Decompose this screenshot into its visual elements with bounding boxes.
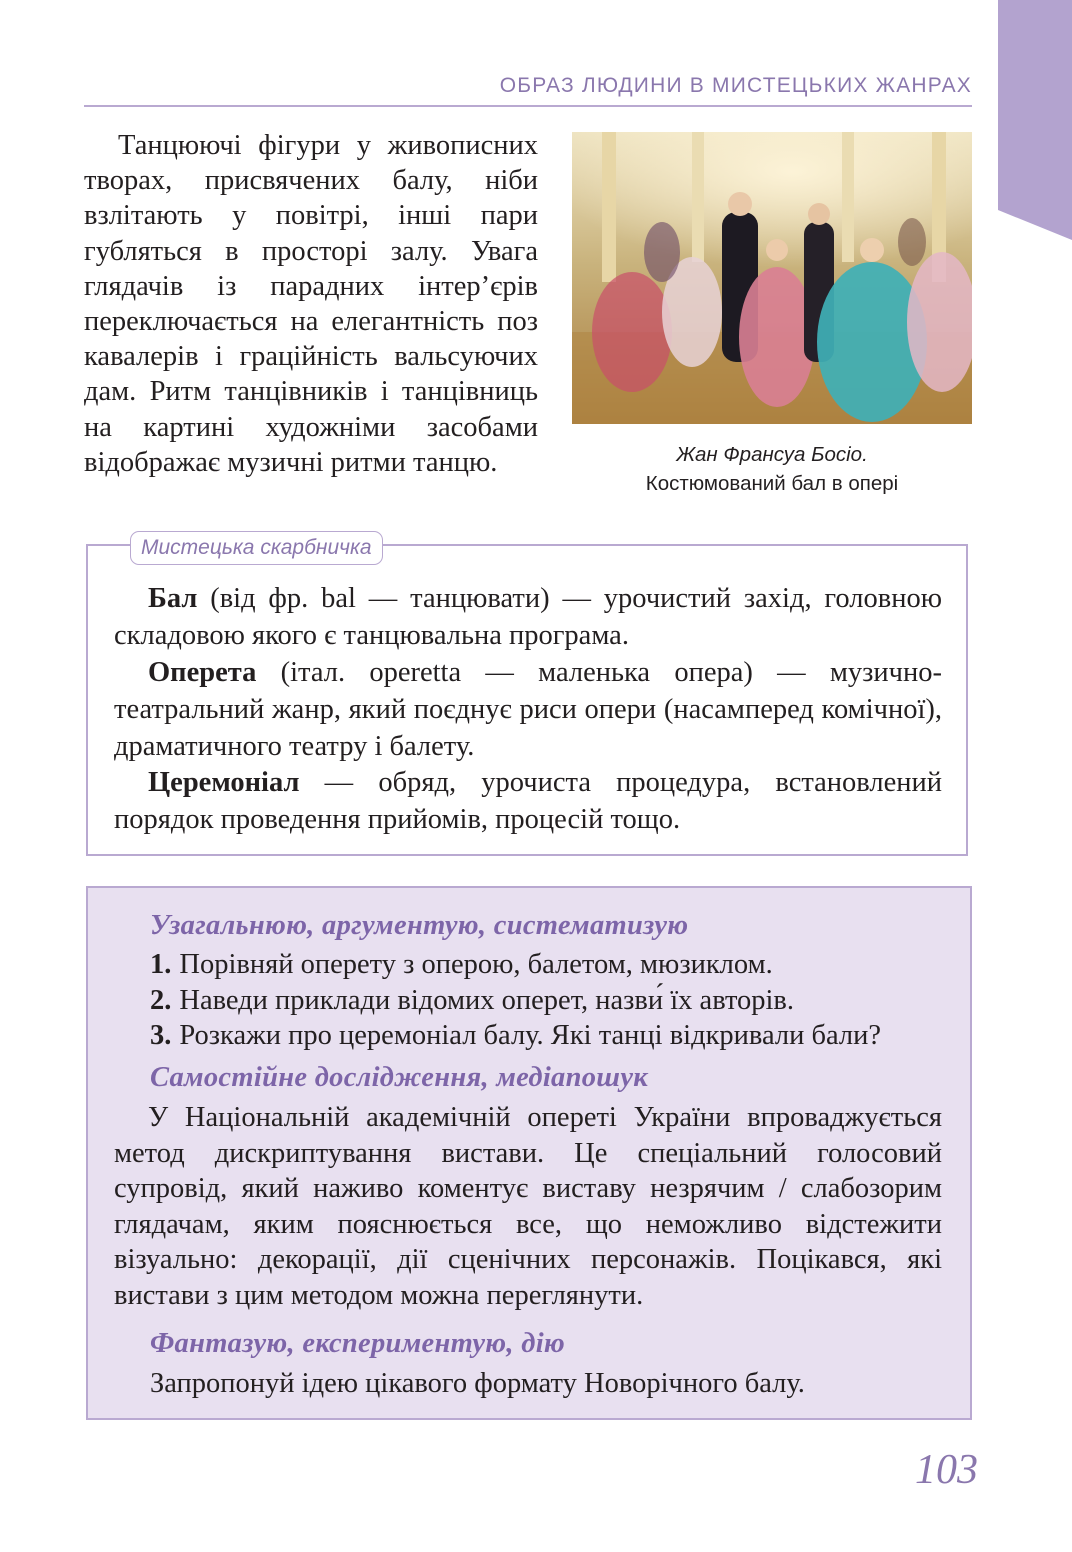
term-entry [114,580,942,654]
art-treasury-label: Мистецька скарбничка [130,531,383,565]
term-word: Оперета [148,657,257,688]
ball-painting-image [572,132,972,424]
term-definition: — обряд, урочиста процедура, встановлений порядок проведення прийомів, процесій тощо. [114,767,943,835]
task-number: 3. [150,1020,172,1051]
fantasy-task: Запропонуй ідею цікавого формату Новорічного балу. [150,1368,805,1399]
figure-caption [572,440,972,498]
section-heading-fantasy: Фантазую, експериментую, дію [150,1328,566,1359]
task-item [150,1018,950,1053]
research-paragraph: У Національній академічній опереті України впроваджується метод дискриптування вистави. Це спеціальний голосовий супровід, який наживо коментує виставу незрячим / слабозорим глядачам, яким пояснюється все, що неможливо відстежити візуально: декорації, дії сценічних персонажів. Поцікався, які вистави з цим методом можна переглянути. [114,1102,942,1311]
section-heading-generalize: Узагальнюю, аргументую, систематизую [150,910,689,941]
term-word: Бал [148,583,198,614]
page-number: 103 [915,1447,978,1493]
task-text: Розкажи про церемоніал балу. Які танці відкривали бали? [179,1020,882,1051]
term-word: Церемоніал [148,767,300,798]
intro-paragraph: Танцюючі фігури у живописних творах, присвячених балу, ніби взлітають у повітрі, інші пари губляться в просторі залу. Увага глядачів із парадних інтер’єрів переключається на елегантність поз кавалерів і граційність вальсуючих дам. Ритм танцівників і танцівниць на картині художніми засобами відображає музичні ритми танцю. [84,130,538,478]
section-heading-research: Самостійне дослідження, медіапошук [150,1062,649,1093]
header-rule [84,105,972,107]
task-number: 1. [150,949,172,980]
running-head: ОБРАЗ ЛЮДИНИ В МИСТЕЦЬКИХ ЖАНРАХ [499,74,972,97]
task-item [150,947,950,982]
term-definition: (від фр. bal — танцювати) — урочистий захід, головною складовою якого є танцювальна програма. [114,583,942,651]
task-text: Порівняй оперету з оперою, балетом, мюзиклом. [179,949,773,980]
task-item [150,983,950,1018]
task-number: 2. [150,985,172,1016]
term-definition: (італ. operetta — маленька опера) — музично-театральний жанр, який поєднує риси опери (насамперед комічної), драматичного театру і балету. [114,657,943,762]
caption-title: Костюмований бал в опері [645,472,899,495]
chapter-corner-tab [998,0,1072,240]
term-entry [114,764,942,838]
task-text: Наведи приклади відомих оперет, назви́ їх авторів. [179,985,795,1016]
caption-author: Жан Франсуа Босіо. [676,443,868,466]
term-entry [114,654,942,765]
